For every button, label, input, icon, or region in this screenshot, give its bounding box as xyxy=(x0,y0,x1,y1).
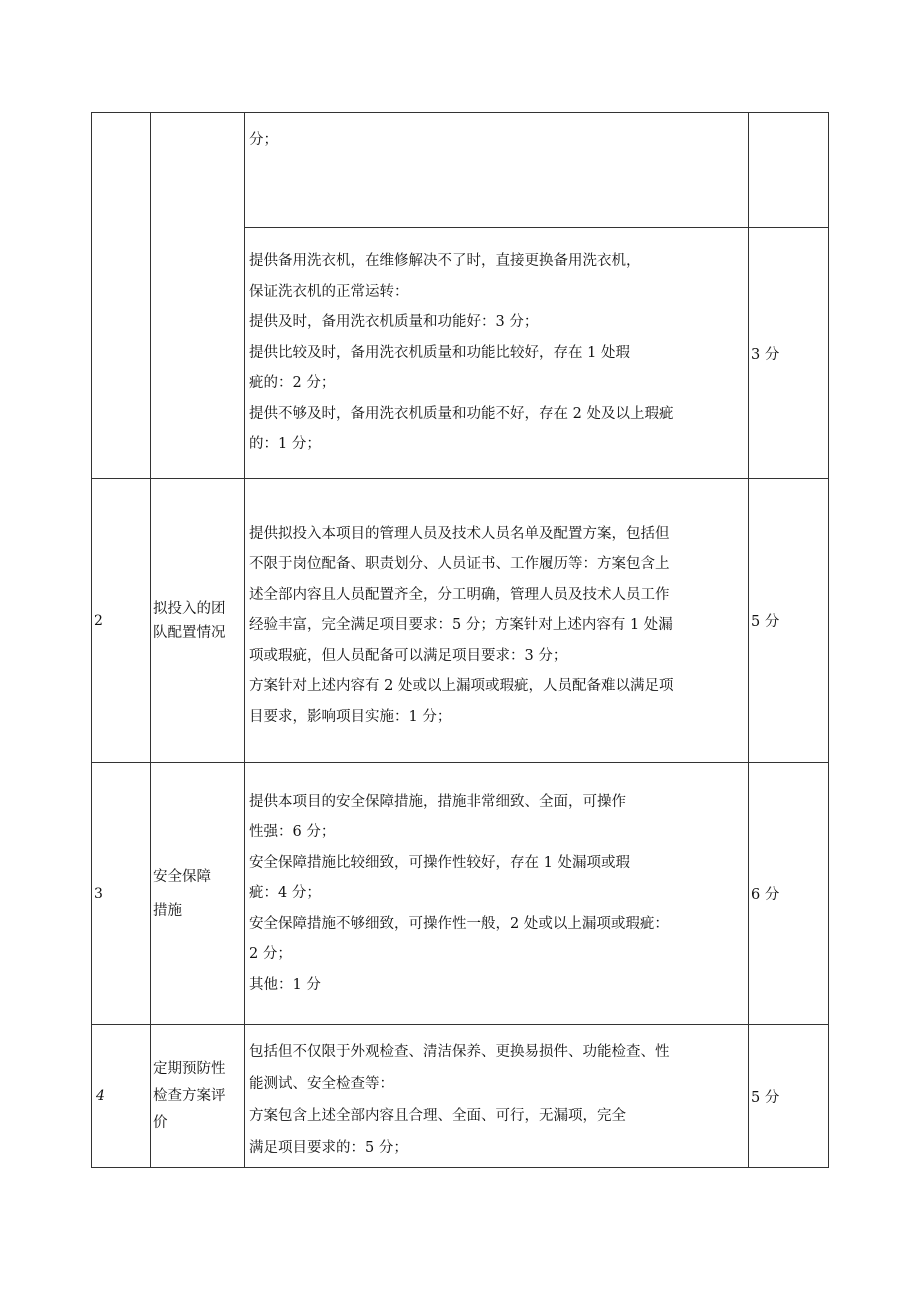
criteria-line: 疵：4 分； xyxy=(249,885,321,902)
criteria-line: 方案针对上述内容有 2 处或以上漏项或瑕疵，人员配备难以满足项 xyxy=(249,678,674,695)
criteria-line: 疵的：2 分； xyxy=(249,375,336,392)
table-row xyxy=(92,479,829,763)
criteria-line: 项或瑕疵，但人员配备可以满足项目要求：3 分； xyxy=(249,647,568,664)
row-number-cell: 2 xyxy=(92,479,151,763)
item-name-cell xyxy=(151,763,245,1025)
item-name-cell xyxy=(151,479,245,763)
criteria-line: 提供本项目的安全保障措施，措施非常细致、全面，可操作 xyxy=(249,793,626,810)
criteria-line: 方案包含上述全部内容且合理、全面、可行，无漏项，完全 xyxy=(249,1108,626,1124)
item-name-line: 安全保障 xyxy=(153,868,211,885)
row-number-cell xyxy=(92,113,151,479)
row-number-cell: 3 xyxy=(92,763,151,1025)
criteria-line: 提供不够及时，备用洗衣机质量和功能不好，存在 2 处及以上瑕疵 xyxy=(249,405,674,422)
criteria-line: 满足项目要求的：5 分； xyxy=(249,1140,408,1156)
item-name-line: 措施 xyxy=(153,902,182,919)
score-cell: 3 分 xyxy=(749,228,829,479)
scoring-table xyxy=(91,112,829,1168)
item-name-cell xyxy=(151,113,245,479)
criteria-line: 保证洗衣机的正常运转： xyxy=(249,283,409,300)
criteria-line: 安全保障措施不够细致，可操作性一般，2 处或以上漏项或瑕疵： xyxy=(249,915,669,932)
table-row xyxy=(92,1025,829,1168)
row-number-cell: 4 xyxy=(92,1025,151,1168)
criteria-line: 提供备用洗衣机，在维修解决不了时，直接更换备用洗衣机， xyxy=(249,253,641,270)
score-cell: 6 分 xyxy=(749,763,829,1025)
criteria-line: 经验丰富，完全满足项目要求：5 分；方案针对上述内容有 1 处漏 xyxy=(249,617,673,634)
criteria-line: 分； xyxy=(249,132,278,148)
criteria-line: 性强：6 分； xyxy=(249,824,336,841)
item-name-line: 队配置情况 xyxy=(153,624,226,641)
criteria-line: 述全部内容且人员配置齐全，分工明确，管理人员及技术人员工作 xyxy=(249,586,670,603)
criteria-line: 包括但不仅限于外观检查、清洁保养、更换易损件、功能检查、性 xyxy=(249,1044,670,1060)
score-cell xyxy=(749,113,829,228)
criteria-line: 提供比较及时，备用洗衣机质量和功能比较好，存在 1 处瑕 xyxy=(249,344,630,361)
criteria-cell xyxy=(245,479,749,763)
score-cell: 5 分 xyxy=(749,1025,829,1168)
criteria-line: 其他：1 分 xyxy=(249,976,321,993)
criteria-cell xyxy=(245,1025,749,1168)
criteria-line: 的：1 分； xyxy=(249,436,321,453)
criteria-cell xyxy=(245,763,749,1025)
score-cell: 5 分 xyxy=(749,479,829,763)
criteria-cell xyxy=(245,228,749,479)
item-name-cell xyxy=(151,1025,245,1168)
criteria-cell xyxy=(245,113,749,228)
item-name-line: 检查方案评 xyxy=(153,1087,226,1104)
item-name-line: 拟投入的团 xyxy=(153,600,226,617)
table-row xyxy=(92,763,829,1025)
criteria-line: 提供及时，备用洗衣机质量和功能好：3 分； xyxy=(249,314,539,331)
item-name-line: 定期预防性 xyxy=(153,1060,226,1077)
criteria-line: 安全保障措施比较细致，可操作性较好，存在 1 处漏项或瑕 xyxy=(249,854,630,871)
criteria-line: 目要求，影响项目实施：1 分； xyxy=(249,708,452,725)
criteria-line: 提供拟投入本项目的管理人员及技术人员名单及配置方案，包括但 xyxy=(249,525,670,542)
criteria-line: 2 分； xyxy=(249,946,292,963)
criteria-line: 不限于岗位配备、职责划分、人员证书、工作履历等：方案包含上 xyxy=(249,556,670,573)
criteria-line: 能测试、安全检查等： xyxy=(249,1076,394,1092)
table-row xyxy=(92,113,829,228)
item-name-line: 价 xyxy=(153,1114,168,1131)
